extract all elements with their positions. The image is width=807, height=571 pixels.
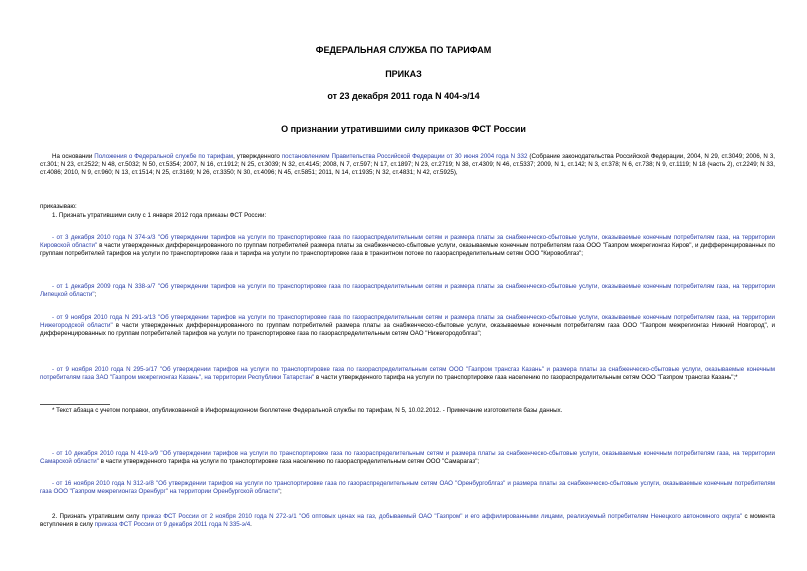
order-link-335[interactable]: приказа ФСТ России от 9 декабря 2011 года N 335-э/4 <box>94 521 251 529</box>
preamble-paragraph <box>40 153 775 178</box>
order-link-295[interactable]: - от 9 ноября 2010 года N 295-э/17 "Об утверждении тарифов на услуги по транспортировке газа по газораспределительным сетям ООО "Газпром трансгаз Казань" и размера платы за снабженческо-сбытовые услуги, оказываемые конечным потребителям газа ЗАО "Газпром межрегионгаз Казань", на территории Республики Татарстан" <box>40 366 775 382</box>
preamble-text: , утвержденного <box>233 153 282 160</box>
entry-text: в части утвержденного тарифа на услуги по транспортировке газа населению по газораспределительным сетям ООО "Самарагаз"; <box>98 458 480 466</box>
government-decree-link[interactable]: постановлением Правительства Российской Федерации от 30 июня 2004 года N 332 <box>281 153 528 160</box>
item-2-text: . <box>250 521 252 529</box>
order-link-419[interactable]: - от 10 декабря 2010 года N 419-э/9 "Об утверждении тарифов на услуги по транспортировке газа по газораспределительным сетям и размера платы за снабженческо-сбытовые услуги, оказываемые конечным потребителям газа, на территории Самарской области" <box>40 450 775 466</box>
orders-label: приказываю: <box>40 203 77 210</box>
entry-text: в части утвержденных дифференцированного по группам потребителей размера платы за снабженческо-сбытовые услуги, оказываемые конечным потребителям газа ООО "Газпром межрегионгаз Киров", и дифференцированных по группам потребителей тарифов на услуги по транспортировке газа и тарифа на услуги по транспортировке газа в транзитном потоке по газораспределительным сетям ООО "Кировоблгаз"; <box>40 242 775 258</box>
item-2 <box>40 513 775 529</box>
agency-heading: ФЕДЕРАЛЬНАЯ СЛУЖБА ПО ТАРИФАМ <box>315 45 492 55</box>
preamble-citations: (Собрание законодательства Российской Федерации, 2004, N 29, ст.3049; 2006, N 3, ст.301; N 23, ст.2522; N 48, ст.5032; N 50, ст.5354; 2007, N 16, ст.1912; N 25, ст.3039; N 32, ст.4145; 2008, N 7, ст.597; N 17, ст.1897; N 23, ст.2719; N 38, ст.4309; N 46, ст.5337; 2009, N 1, ст.142; N 3, ст.378; N 6, ст.738; N 9, ст.1119; N 18 (часть 2), ст.2249; N 33, ст.4086; 2010, N 9, ст.960; N 13, ст.1514; N 25, ст.3169; N 26, ст.3350; N 30, ст.4096; N 45, ст.5851; 2011, N 14, ст.1935; N 32, ст.4831; N 42, ст.5925), <box>40 153 775 177</box>
order-entry-samara <box>40 450 775 466</box>
order-link-272[interactable]: приказ ФСТ России от 2 ноября 2010 года N 272-э/1 "Об оптовых ценах на газ, добываемый ОАО "Газпром" и его аффилированными лицами, реализуемый потребителям Ненецкого автономного округа" <box>141 513 743 520</box>
order-link-374[interactable]: - от 3 декабря 2010 года N 374-э/3 "Об утверждении тарифов на услуги по транспортировке газа по газораспределительным сетям и размера платы за снабженческо-сбытовые услуги, оказываемые конечным потребителям газа, на территории Кировской области" <box>40 234 775 250</box>
order-entry-tatarstan <box>40 366 775 382</box>
order-entry-kirov <box>40 234 775 259</box>
page-title: О признании утратившими силу приказов ФСТ России <box>281 124 526 134</box>
footnote-divider <box>40 404 110 405</box>
order-entry-orenburg <box>40 480 775 496</box>
order-entry-nizhny <box>40 314 775 339</box>
item-2-text: с момента вступления в силу <box>40 513 775 529</box>
entry-text: в части утвержденного тарифа на услуги по транспортировке газа населению по газораспределительным сетям ООО "Газпром трансгаз Казань";* <box>314 374 738 382</box>
order-link-312[interactable]: - от 16 ноября 2010 года N 312-э/8 "Об утверждении тарифов на услуги по транспортировке газа по газораспределительным сетям ОАО "Оренбургоблгаз" и размера платы за снабженческо-сбытовые услуги, оказываемые конечным потребителям газа ООО "Газпром межрегионгаз Оренбург" на территории Оренбургской области" <box>40 480 775 496</box>
order-entry-lipetsk <box>40 283 775 299</box>
item-2-text: 2. Признать утратившим силу <box>52 513 142 520</box>
order-link-291[interactable]: - от 9 ноября 2010 года N 291-э/13 "Об утверждении тарифов на услуги по транспортировке газа по газораспределительным сетям и размера платы за снабженческо-сбытовые услуги, оказываемые конечным потребителям газа, на территории Нижегородской области" <box>40 314 775 330</box>
entry-text: ; <box>94 291 97 299</box>
order-link-338[interactable]: - от 1 декабря 2009 года N 338-э/7 "Об утверждении тарифов на услуги по транспортировке газа по газораспределительным сетям и размера платы за снабженческо-сбытовые услуги, оказываемые конечным потребителям газа, на территории Липецкой области" <box>40 283 775 299</box>
doc-date-heading: от 23 декабря 2011 года N 404-э/14 <box>327 91 480 101</box>
preamble-text: На основании <box>52 153 95 160</box>
entry-text: в части утвержденных дифференцированного по группам потребителей размера платы за снабженческо-сбытовые услуги, оказываемые конечным потребителям газа ООО "Газпром межрегионгаз Нижний Новгород", и дифференцированных по группам потребителей тарифов на услуги по транспортировке газа по газораспределительным сетям ОАО "Нижегородоблгаз"; <box>40 322 776 338</box>
regulation-link[interactable]: Положения о Федеральной службе по тарифам <box>94 153 234 160</box>
doc-type-heading: ПРИКАЗ <box>385 69 422 79</box>
item-1: 1. Признать утратившими силу с 1 января 2012 года приказы ФСТ России: <box>52 212 267 219</box>
footnote: * Текст абзаца с учетом поправки, опубликованной в Информационном бюллетене Федеральной службы по тарифам, N 5, 10.02.2012. - Примечание изготовителя базы данных. <box>52 407 563 414</box>
entry-text: ; <box>280 488 282 496</box>
